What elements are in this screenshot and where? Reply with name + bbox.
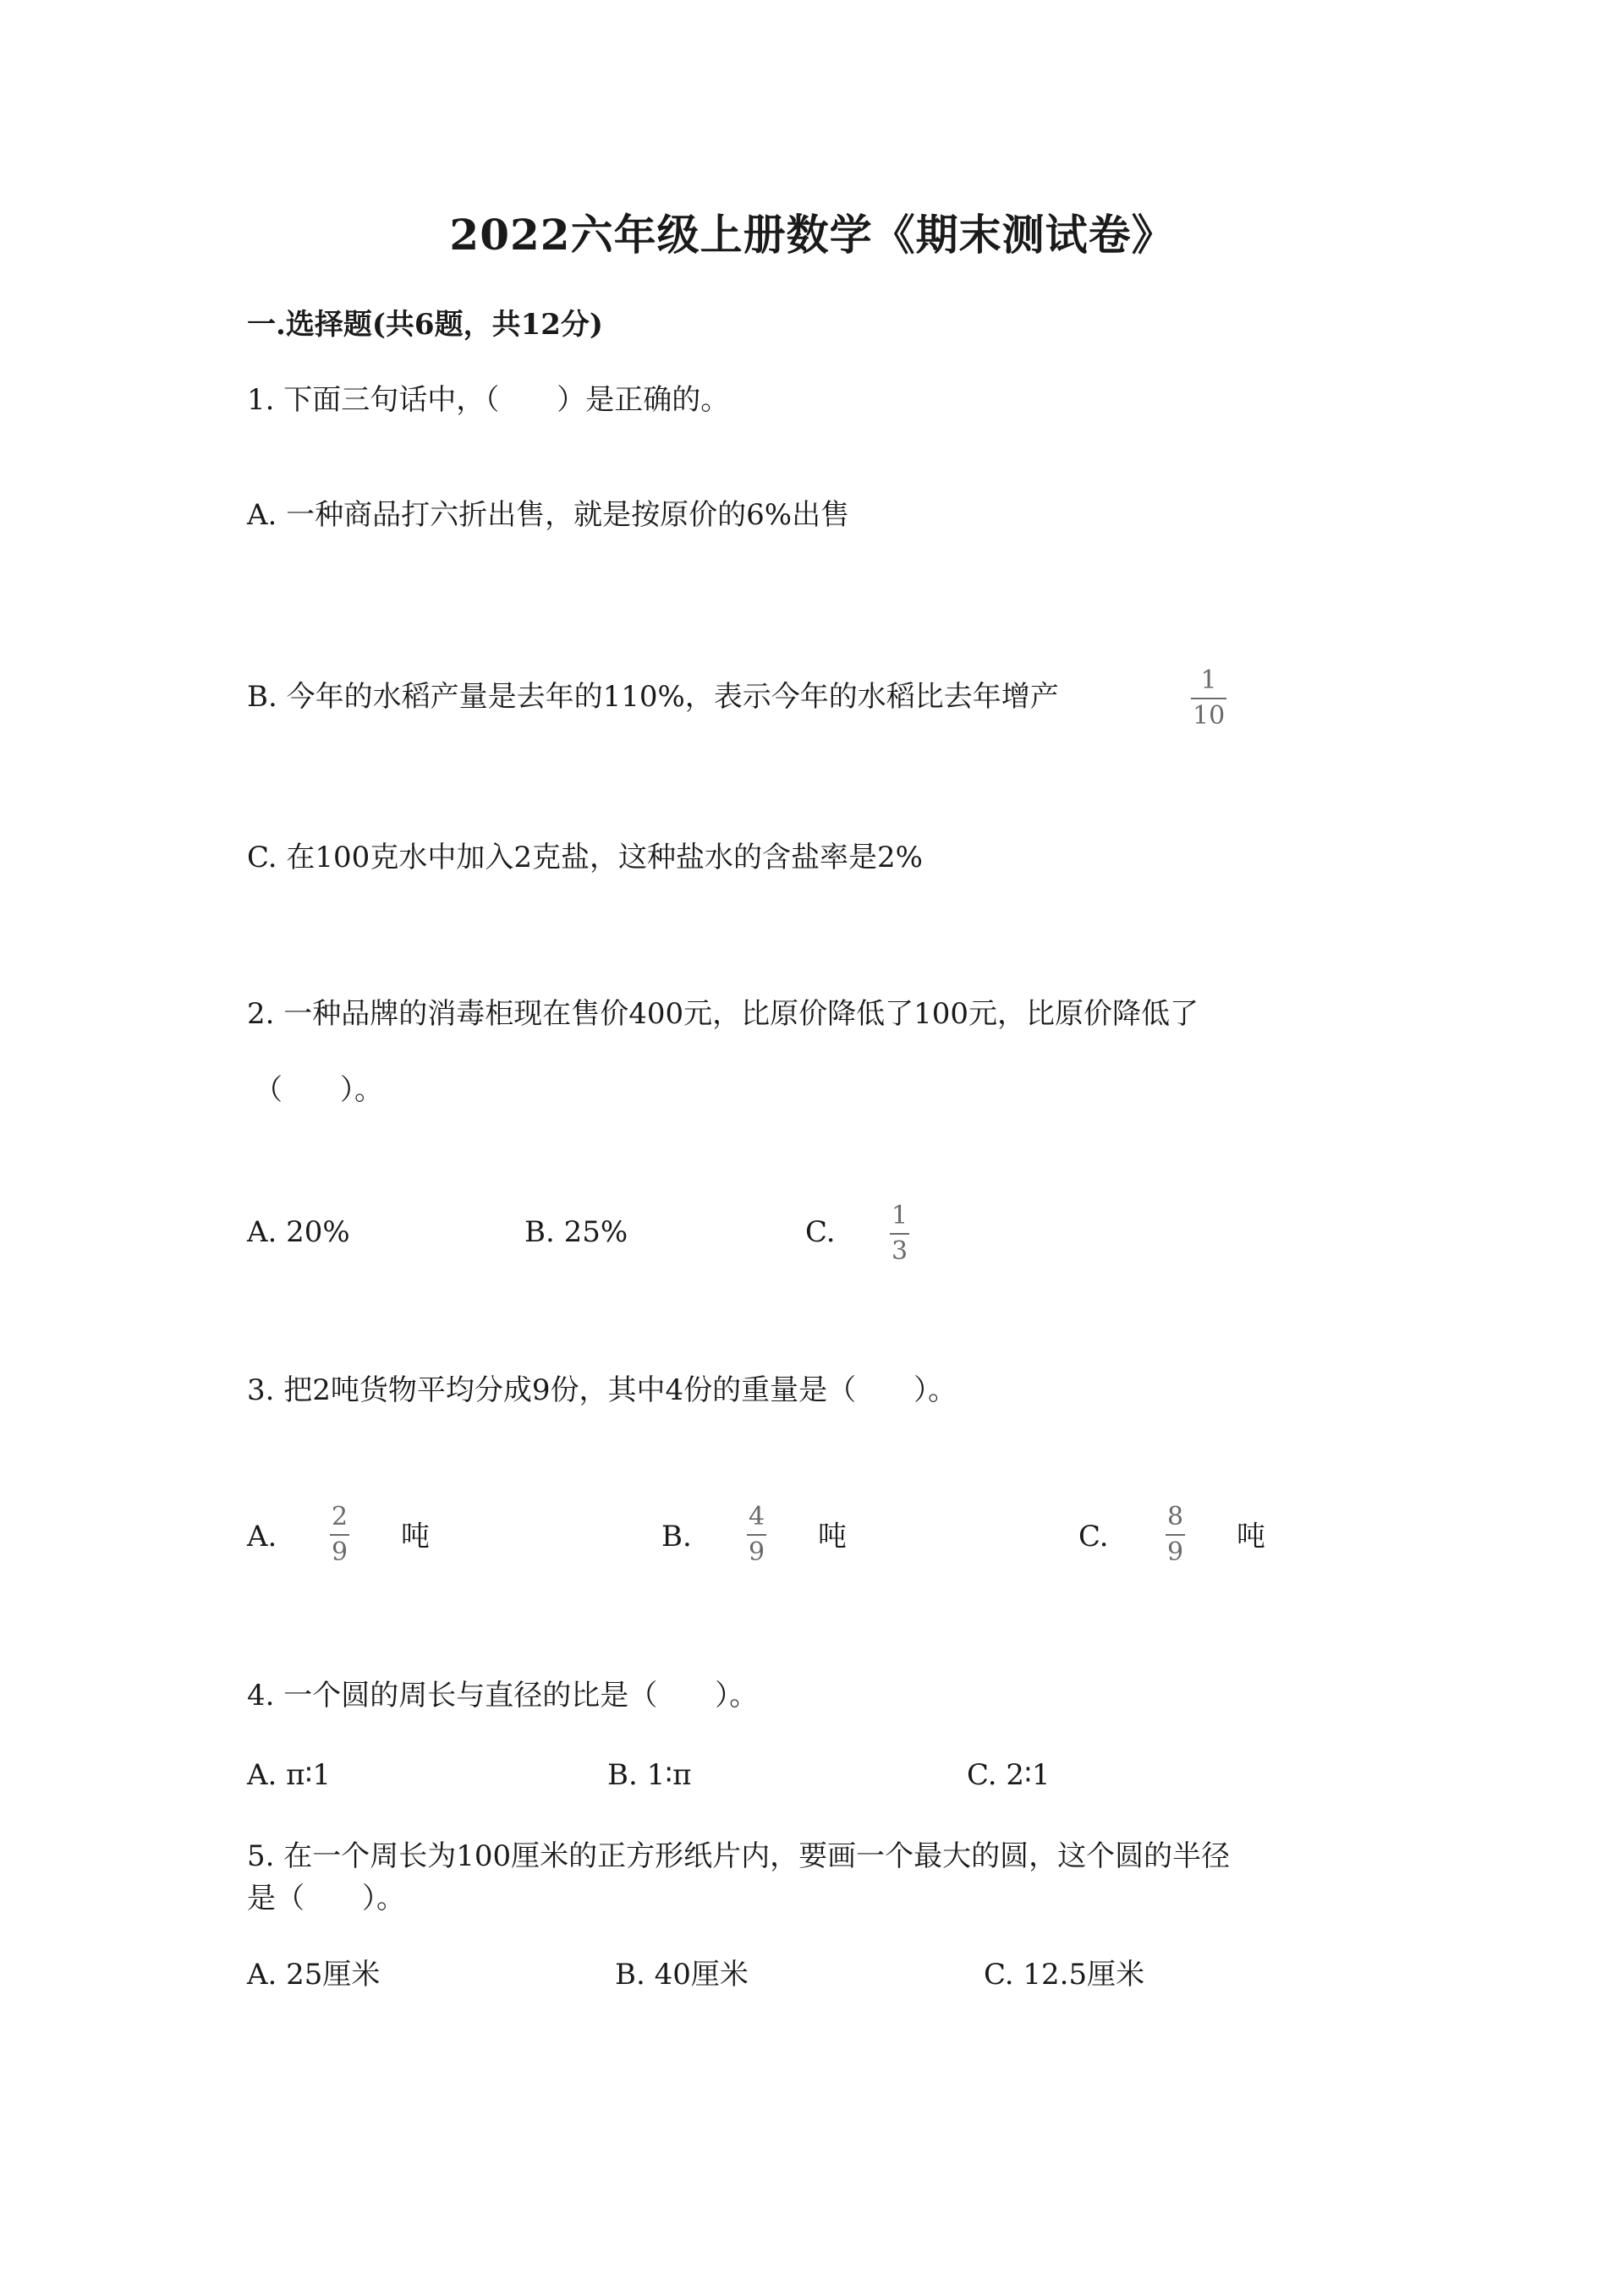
question-2-option-a: A. 20%	[247, 1215, 350, 1249]
question-3-option-a-fraction	[330, 1504, 349, 1565]
fraction-denominator: 9	[749, 1537, 765, 1567]
fraction-bar	[747, 1534, 766, 1536]
question-3-option-a-unit: 吨	[401, 1520, 430, 1553]
question-4-option-c: C. 2∶1	[967, 1758, 1051, 1792]
question-3-option-b-fraction	[747, 1504, 766, 1565]
question-5-option-b: B. 40厘米	[615, 1958, 749, 1992]
question-4-option-a: A. π∶1	[247, 1758, 331, 1792]
fraction-bar	[1166, 1534, 1185, 1536]
fraction-numerator: 4	[749, 1502, 765, 1532]
question-5-option-c: C. 12.5厘米	[984, 1958, 1145, 1992]
fraction-numerator: 2	[332, 1502, 348, 1532]
question-4-option-b: B. 1∶π	[607, 1758, 692, 1792]
question-1-option-b: B. 今年的水稻产量是去年的110%，表示今年的水稻比去年增产	[247, 680, 1059, 714]
question-1-stem: 1. 下面三句话中，（ ）是正确的。	[247, 383, 730, 417]
question-3-option-c-fraction	[1166, 1504, 1185, 1565]
fraction-numerator: 8	[1167, 1502, 1184, 1532]
fraction-denominator: 9	[332, 1537, 348, 1567]
fraction-bar	[1191, 698, 1226, 699]
fraction-bar	[890, 1233, 909, 1235]
section-heading: 一.选择题(共6题，共12分)	[247, 308, 603, 342]
fraction-denominator: 10	[1193, 701, 1226, 731]
fraction-bar	[330, 1534, 349, 1536]
question-3-option-b-unit: 吨	[818, 1520, 847, 1553]
question-2-stem-line-1: 2. 一种品牌的消毒柜现在售价400元，比原价降低了100元，比原价降低了	[247, 997, 1199, 1031]
question-3-option-a-label: A.	[247, 1520, 277, 1553]
question-3-option-c-label: C.	[1078, 1520, 1109, 1553]
question-3-option-b-label: B.	[661, 1520, 692, 1553]
fraction-numerator: 1	[1200, 666, 1217, 695]
question-1-option-a: A. 一种商品打六折出售，就是按原价的6%出售	[247, 498, 850, 532]
question-2-option-b: B. 25%	[524, 1215, 628, 1249]
question-1-option-c: C. 在100克水中加入2克盐，这种盐水的含盐率是2%	[247, 841, 923, 874]
question-2-option-c-fraction	[890, 1203, 909, 1264]
question-2-option-c: C.	[805, 1215, 836, 1249]
question-3-option-c-unit: 吨	[1237, 1520, 1265, 1553]
question-5-stem-line-1: 5. 在一个周长为100厘米的正方形纸片内，要画一个最大的圆，这个圆的半径	[247, 1839, 1231, 1873]
question-5-stem-line-2: 是（ ）。	[247, 1882, 405, 1915]
fraction-denominator: 9	[1167, 1537, 1184, 1567]
question-2-stem-line-2: （ ）。	[254, 1073, 383, 1107]
fraction-denominator: 3	[892, 1236, 908, 1266]
page-title: 2022六年级上册数学《期末测试卷》	[449, 210, 1175, 260]
question-4-stem: 4. 一个圆的周长与直径的比是（ ）。	[247, 1679, 759, 1712]
question-3-stem: 3. 把2吨货物平均分成9份，其中4份的重量是（ ）。	[247, 1373, 957, 1407]
question-1-option-b-fraction	[1191, 668, 1226, 729]
fraction-numerator: 1	[892, 1201, 908, 1230]
question-5-option-a: A. 25厘米	[247, 1958, 381, 1992]
